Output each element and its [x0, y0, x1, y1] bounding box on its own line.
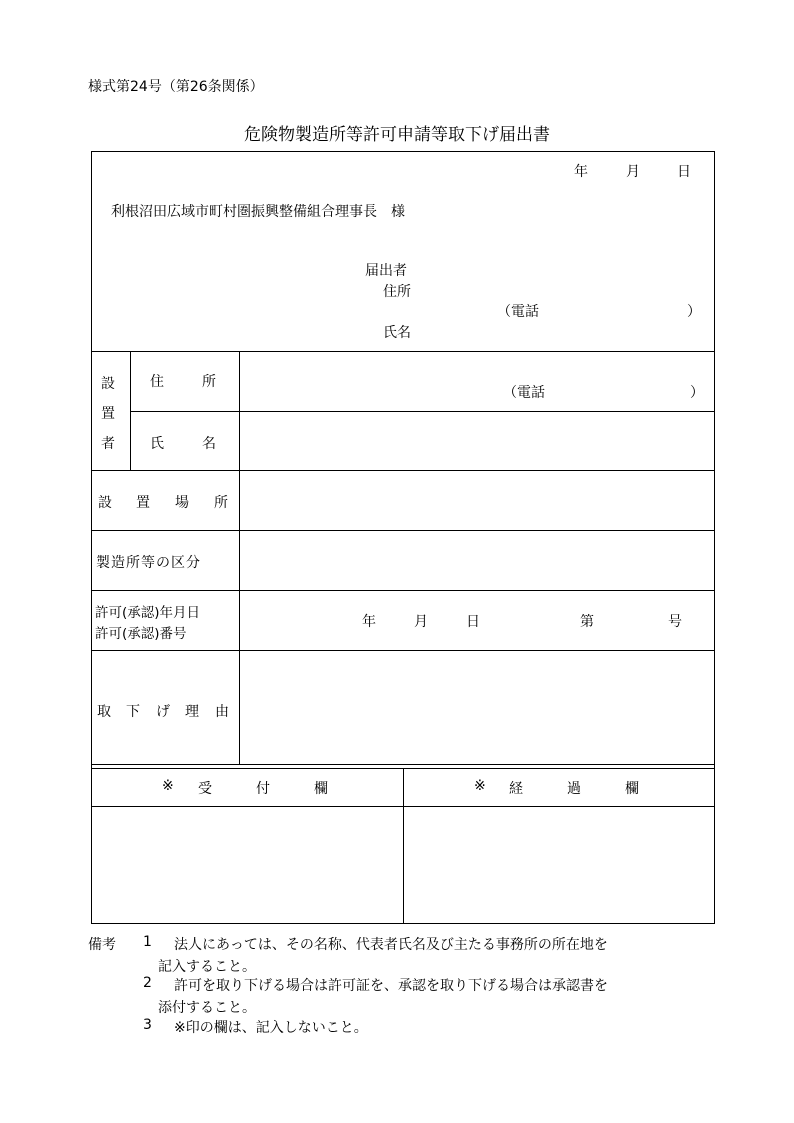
row-divider [91, 470, 715, 471]
note-text: 法人にあっては、その名称、代表者氏名及び主たる事務所の所在地を [174, 937, 608, 953]
notes-heading: 備考 [88, 937, 116, 953]
reception-label-char: 付 [256, 781, 270, 797]
note-number: 2 [143, 975, 152, 991]
installer-address-label-char: 所 [202, 374, 216, 390]
note-text: 許可を取り下げる場合は許可証を、承認を取り下げる場合は承認書を [174, 978, 608, 994]
reason-label-char: 理 [185, 704, 199, 720]
reception-label-char: ※ [162, 778, 174, 794]
installer-phone-close: ） [690, 385, 704, 401]
row-divider [91, 351, 715, 352]
location-label-char: 置 [136, 495, 150, 511]
row-divider [130, 411, 715, 412]
installer-label-char: 者 [101, 436, 115, 452]
progress-label-char: ※ [474, 778, 486, 794]
document-title: 危険物製造所等許可申請等取下げ届出書 [244, 125, 550, 145]
installer-name-label-char: 氏 [150, 436, 164, 452]
reason-label-char: げ [156, 704, 170, 720]
row-divider [91, 650, 715, 651]
reception-label-char: 受 [198, 781, 212, 797]
note-number: 3 [143, 1017, 152, 1033]
applicant-address-label: 住所 [383, 284, 411, 300]
reason-label-char: 下 [126, 704, 140, 720]
row-divider [91, 764, 715, 765]
progress-label-char: 経 [509, 781, 523, 797]
installer-name-label-char: 名 [202, 436, 216, 452]
permit-go-label: 号 [668, 614, 682, 630]
col-divider [403, 768, 404, 923]
note-number: 1 [143, 934, 152, 950]
note-text: 記入すること。 [158, 959, 256, 975]
applicant-heading: 届出者 [365, 263, 407, 279]
permit-month-label: 月 [414, 614, 428, 630]
applicant-name-label: 氏名 [383, 325, 411, 341]
permit-dai-label: 第 [580, 614, 594, 630]
progress-label-char: 欄 [625, 781, 639, 797]
location-label-char: 設 [98, 495, 112, 511]
date-year-label: 年 [574, 164, 588, 180]
row-divider [91, 590, 715, 591]
category-label: 製造所等の区分 [96, 555, 201, 571]
location-label-char: 所 [214, 495, 228, 511]
location-label-char: 場 [175, 495, 189, 511]
permit-date-label: 許可(承認)年月日 [95, 605, 201, 621]
note-text: ※印の欄は、記入しないこと。 [174, 1020, 368, 1036]
date-day-label: 日 [677, 164, 691, 180]
installer-phone-label: （電話 [503, 385, 545, 401]
reason-label-char: 由 [215, 704, 229, 720]
permit-day-label: 日 [466, 614, 480, 630]
note-text: 添付すること。 [158, 1000, 256, 1016]
reason-label-char: 取 [97, 704, 111, 720]
permit-number-label: 許可(承認)番号 [95, 626, 187, 642]
reception-label-char: 欄 [314, 781, 328, 797]
installer-address-label-char: 住 [150, 374, 164, 390]
applicant-phone-label: （電話 [497, 304, 539, 320]
col-divider [130, 351, 131, 471]
installer-label-char: 置 [101, 406, 115, 422]
installer-label-char: 設 [101, 376, 115, 392]
recipient: 利根沼田広域市町村圏振興整備組合理事長 様 [111, 204, 405, 220]
applicant-phone-close: ） [687, 304, 701, 320]
permit-year-label: 年 [362, 614, 376, 630]
col-divider [239, 351, 240, 765]
date-month-label: 月 [626, 164, 640, 180]
progress-label-char: 過 [567, 781, 581, 797]
row-divider [91, 530, 715, 531]
form-number: 様式第24号（第26条関係） [88, 79, 264, 95]
